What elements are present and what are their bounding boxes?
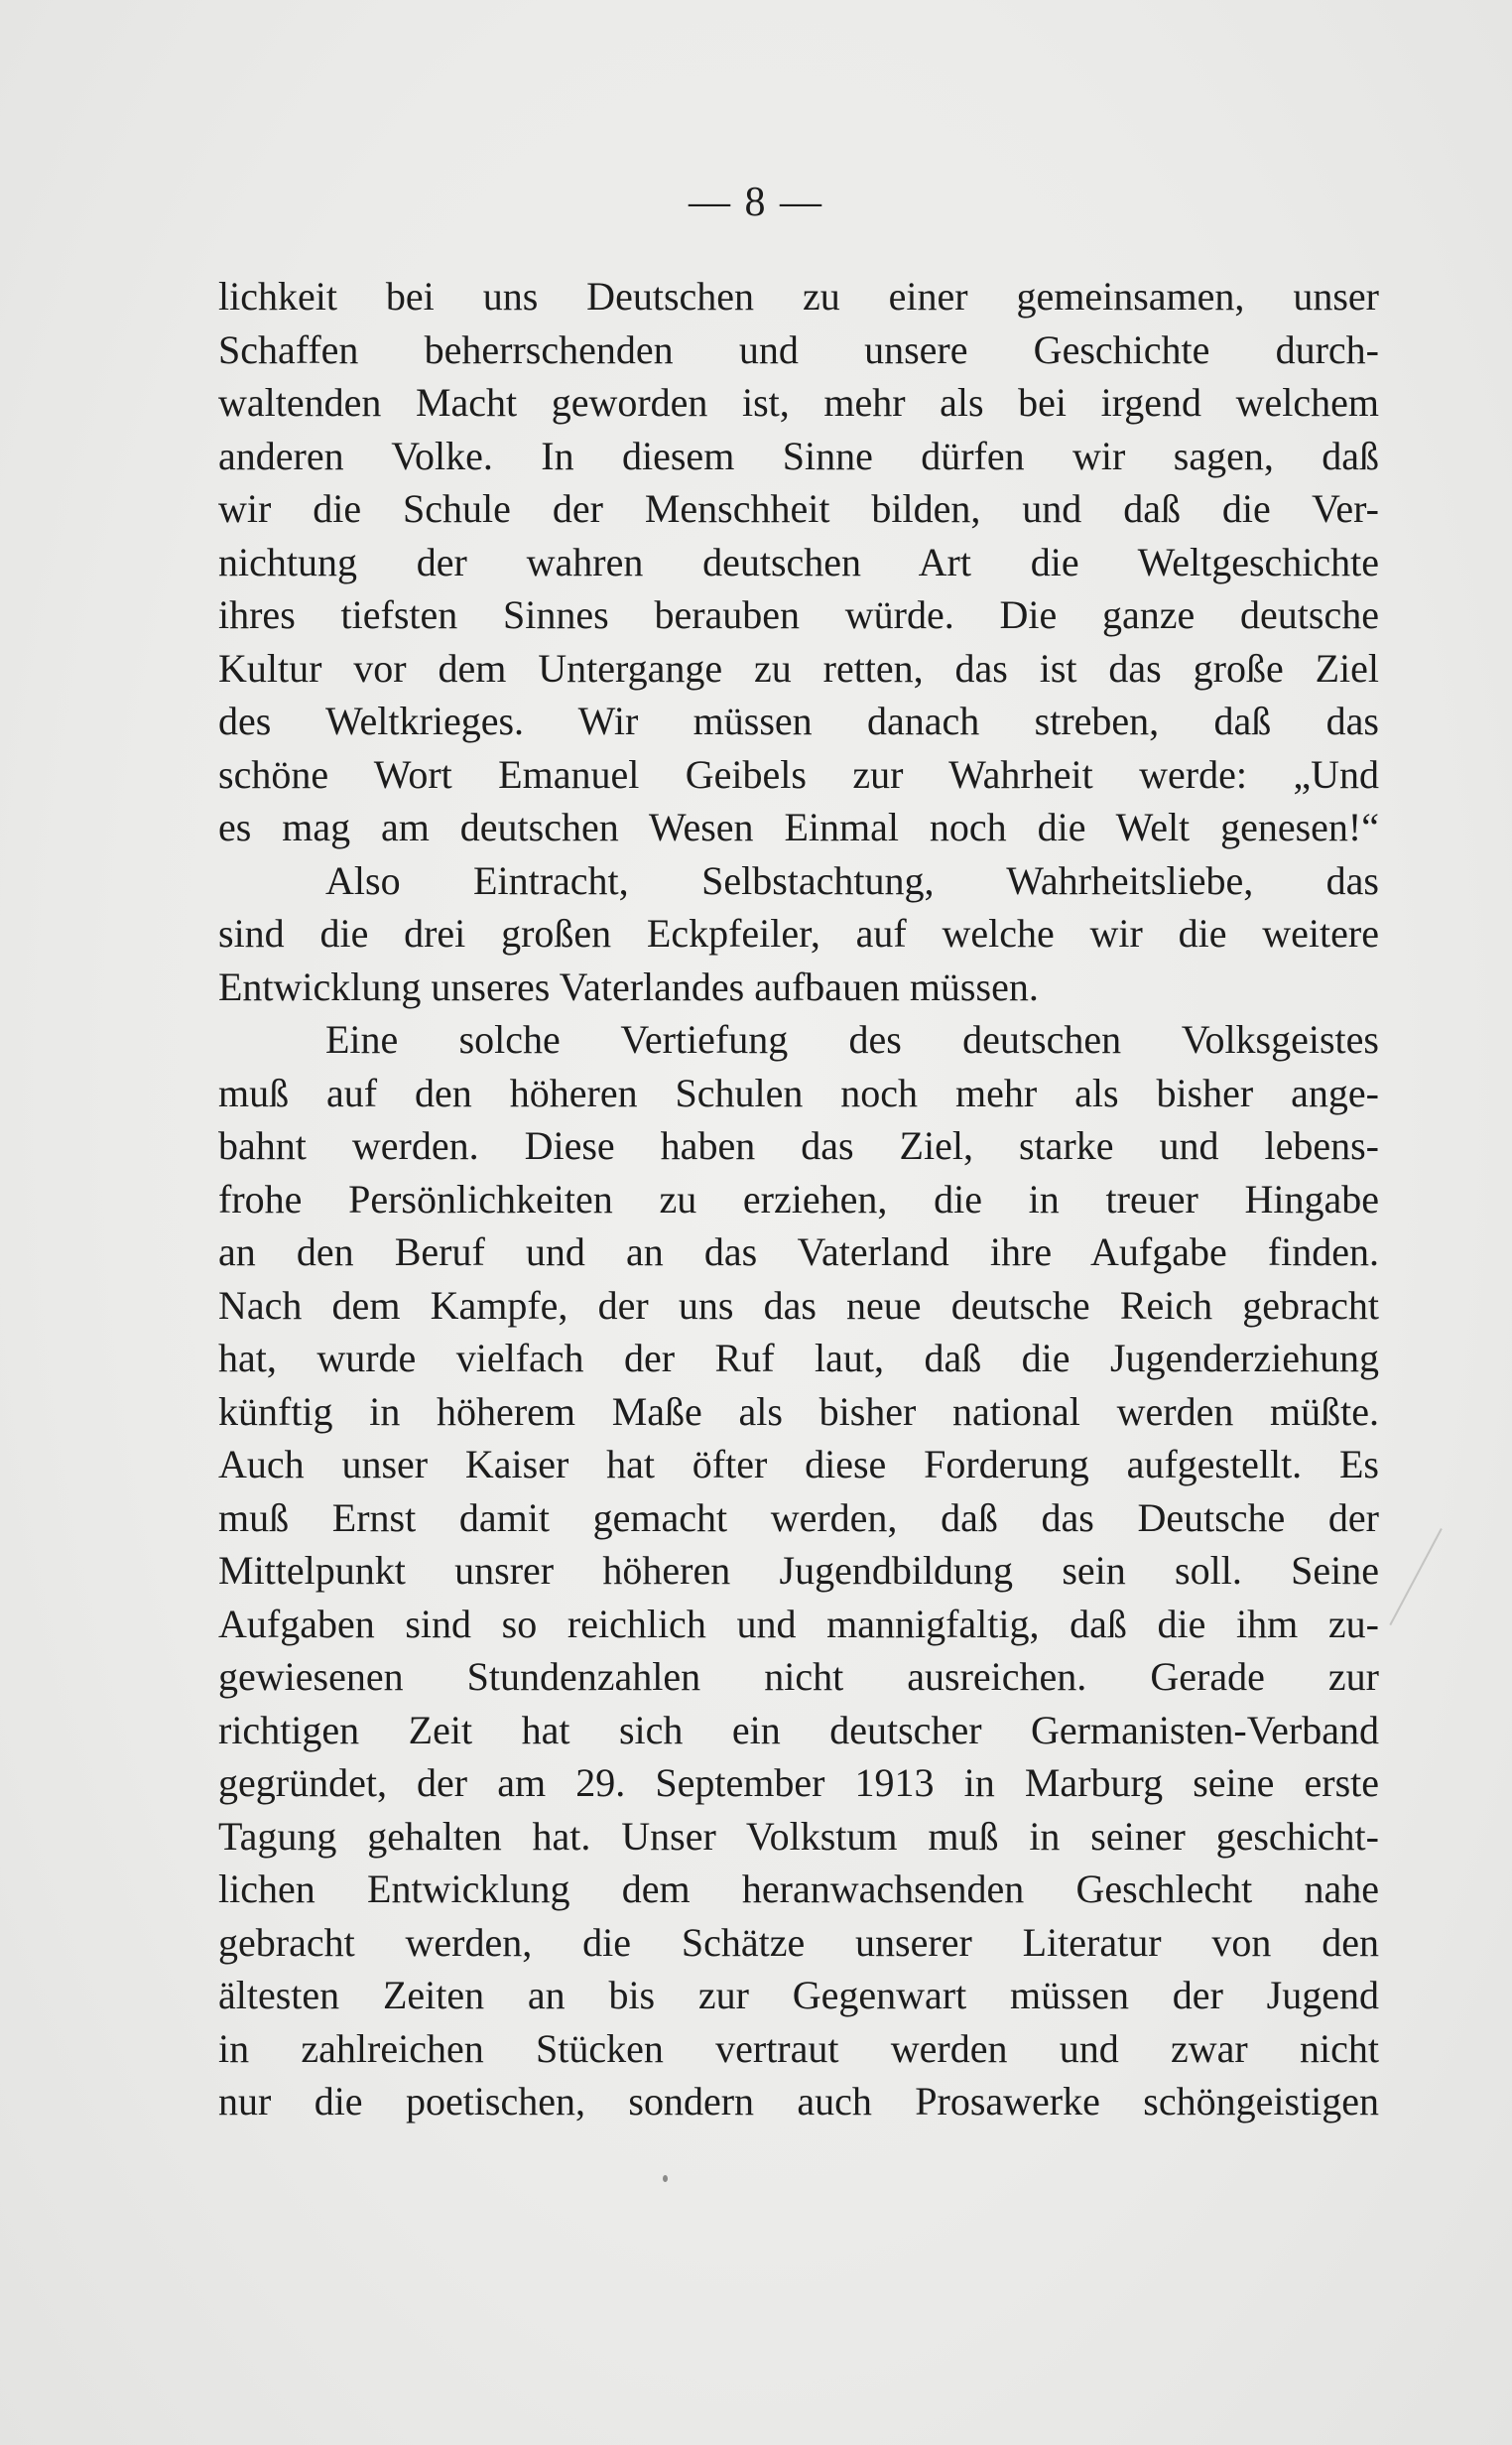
text-line: künftig in höherem Maße als bisher national werden müßte. (218, 1388, 1379, 1434)
text-line: nur die poetischen, sondern auch Prosawerke schöngeistigen (218, 2079, 1379, 2123)
text-line: wir die Schule der Menschheit bilden, und daß die Ver- (218, 486, 1379, 531)
text-line: Kultur vor dem Untergange zu retten, das ist das große Ziel (218, 645, 1379, 691)
text-line: hat, wurde vielfach der Ruf laut, daß die Jugenderziehung (218, 1336, 1379, 1380)
text-line: gebracht werden, die Schätze unserer Literatur von den (218, 1919, 1379, 1965)
text-line: richtigen Zeit hat sich ein deutscher Germanisten-Verband (218, 1707, 1379, 1752)
text-line: es mag am deutschen Wesen Einmal noch die Welt genesen!“ (218, 805, 1379, 849)
text-line: in zahlreichen Stücken vertraut werden und zwar nicht (218, 2025, 1379, 2071)
text-line: bahnt werden. Diese haben das Ziel, starke und lebens- (218, 1123, 1379, 1168)
text-line: Aufgaben sind so reichlich und mannigfaltig, daß die ihm zu- (218, 1601, 1379, 1646)
text-line: muß auf den höheren Schulen noch mehr als bisher ange- (218, 1070, 1379, 1115)
text-line: muß Ernst damit gemacht werden, daß das Deutsche der (218, 1494, 1379, 1540)
text-line: lichkeit bei uns Deutschen zu einer gemeinsamen, unser (218, 274, 1379, 319)
body-text (218, 270, 1379, 2128)
text-line: Auch unser Kaiser hat öfter diese Forderung aufgestellt. Es (218, 1442, 1379, 1486)
paper-mark (1389, 1528, 1442, 1625)
text-line: sind die drei großen Eckpfeiler, auf welche wir die weitere (218, 911, 1379, 956)
text-line-paragraph-start: Also Eintracht, Selbstachtung, Wahrheitsliebe, das (325, 857, 1379, 903)
text-line-paragraph-end: Entwicklung unseres Vaterlandes aufbauen müssen. (218, 964, 1039, 1009)
text-line: des Weltkrieges. Wir müssen danach streben, daß das (218, 699, 1379, 743)
text-line: Mittelpunkt unsrer höheren Jugendbildung sein soll. Seine (218, 1548, 1379, 1593)
text-line: an den Beruf und an das Vaterland ihre Aufgabe finden. (218, 1229, 1379, 1274)
text-line-paragraph-start: Eine solche Vertiefung des deutschen Volksgeistes (325, 1017, 1379, 1062)
page-number: — 8 — (689, 180, 823, 225)
text-line: schöne Wort Emanuel Geibels zur Wahrheit werde: „Und (218, 751, 1379, 797)
text-line: Schaffen beherrschenden und unsere Geschichte durch- (218, 326, 1379, 372)
text-line: Tagung gehalten hat. Unser Volkstum muß in seiner geschicht- (218, 1813, 1379, 1859)
text-line: gegründet, der am 29. September 1913 in Marburg seine erste (218, 1760, 1379, 1805)
text-line: frohe Persönlichkeiten zu erziehen, die in treuer Hingabe (218, 1176, 1379, 1222)
text-line: lichen Entwicklung dem heranwachsenden Geschlecht nahe (218, 1866, 1379, 1911)
text-line: waltenden Macht geworden ist, mehr als bei irgend welchem (218, 380, 1379, 425)
text-line: ältesten Zeiten an bis zur Gegenwart müssen der Jugend (218, 1973, 1379, 2017)
text-line: nichtung der wahren deutschen Art die Weltgeschichte (218, 539, 1379, 584)
text-line: gewiesenen Stundenzahlen nicht ausreichen. Gerade zur (218, 1654, 1379, 1699)
text-line: Nach dem Kampfe, der uns das neue deutsche Reich gebracht (218, 1282, 1379, 1328)
paper-speck (663, 2175, 668, 2182)
text-line: anderen Volke. In diesem Sinne dürfen wir sagen, daß (218, 433, 1379, 478)
text-line: ihres tiefsten Sinnes berauben würde. Die ganze deutsche (218, 592, 1379, 637)
